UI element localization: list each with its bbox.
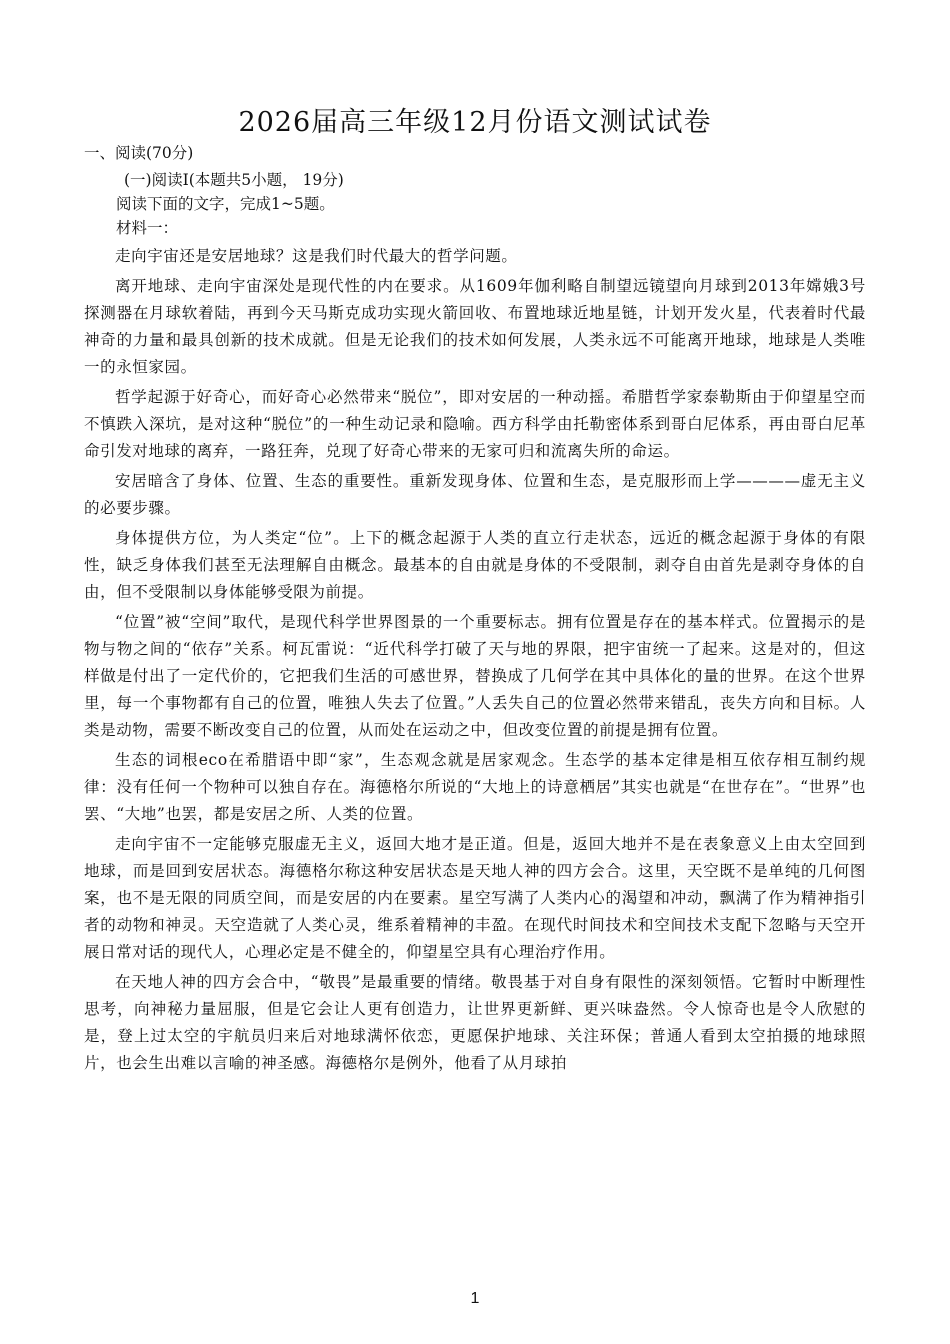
reading-instruction: 阅读下面的文字，完成1~5题。: [116, 195, 335, 213]
paragraph: 走向宇宙不一定能够克服虚无主义，返回大地才是正道。但是，返回大地并不是在表象意义上由太空回到地球，而是回到安居状态。海德格尔称这种安居状态是天地人神的四方会合。这里，天空既不是单纯的几何图案，也不是无限的同质空间，而是安居的内在要素。星空写满了人类内心的渴望和冲动，飘满了作为精神指引者的动物和神灵。天空造就了人类心灵，维系着精神的丰盈。在现代时间技术和空间技术支配下忽略与天空开展日常对话的现代人，心理必定是不健全的，仰望星空具有心理治疗作用。: [84, 835, 866, 961]
material-label: 材料一：: [116, 219, 179, 237]
subsection-heading: (一)阅读I(本题共5小题， 19分): [124, 171, 344, 189]
paragraph: 安居暗含了身体、位置、生态的重要性。重新发现身体、位置和生态，是克服形而上学————虚无主义的必要步骤。: [84, 472, 866, 517]
paragraph: 哲学起源于好奇心，而好奇心必然带来“脱位”，即对安居的一种动摇。希腊哲学家泰勒斯由于仰望星空而不慎跌入深坑，是对这种“脱位”的一种生动记录和隐喻。西方科学由托勒密体系到哥白尼体系，再由哥白尼革命引发对地球的离弃，一路狂奔，兑现了好奇心带来的无家可归和流离失所的命运。: [84, 388, 866, 460]
page-number: 1: [470, 1290, 480, 1307]
paragraph: “位置”被“空间”取代，是现代科学世界图景的一个重要标志。拥有位置是存在的基本样式。位置揭示的是物与物之间的“依存”关系。柯瓦雷说：“近代科学打破了天与地的界限，把宇宙统一了起来。这是对的，但这样做是付出了一定代价的，它把我们生活的可感世界，替换成了几何学在其中具体化的量的世界。在这个世界里，每一个事物都有自己的位置，唯独人失去了位置。”人丢失自己的位置必然带来错乱，丧失方向和目标。人类是动物，需要不断改变自己的位置，从而处在运动之中，但改变位置的前提是拥有位置。: [84, 613, 866, 739]
section-heading: 一、阅读(70分): [84, 144, 194, 162]
exam-title: 2026届高三年级12月份语文测试试卷: [238, 107, 712, 138]
paragraph: 身体提供方位，为人类定“位”。上下的概念起源于人类的直立行走状态，远近的概念起源于身体的有限性，缺乏身体我们甚至无法理解自由概念。最基本的自由就是身体的不受限制，剥夺自由首先是剥夺身体的自由，但不受限制以身体能够受限为前提。: [84, 529, 866, 601]
reading-passage: [84, 243, 866, 1080]
paragraph: 离开地球、走向宇宙深处是现代性的内在要求。从1609年伽利略自制望远镜望向月球到2013年嫦娥3号探测器在月球软着陆，再到今天马斯克成功实现火箭回收、布置地球近地星链，计划开发火星，代表着时代最神奇的力量和最具创新的技术成就。但是无论我们的技术如何发展，人类永远不可能离开地球，地球是人类唯一的永恒家园。: [84, 277, 866, 376]
paragraph: 生态的词根eco在希腊语中即“家”，生态观念就是居家观念。生态学的基本定律是相互依存相互制约规律：没有任何一个物种可以独自存在。海德格尔所说的“大地上的诗意栖居”其实也就是“在世存在”。“世界”也罢、“大地”也罢，都是安居之所、人类的位置。: [84, 751, 866, 823]
paragraph: 走向宇宙还是安居地球？这是我们时代最大的哲学问题。: [115, 247, 518, 265]
paragraph: 在天地人神的四方会合中，“敬畏”是最重要的情绪。敬畏基于对自身有限性的深刻领悟。它暂时中断理性思考，向神秘力量屈服，但是它会让人更有创造力，让世界更新鲜、更兴味盎然。令人惊奇也是令人欣慰的是，登上过太空的宇航员归来后对地球满怀依恋，更愿保护地球、关注环保；普通人看到太空拍摄的地球照片，也会生出难以言喻的神圣感。海德格尔是例外，他看了从月球拍: [84, 973, 866, 1072]
